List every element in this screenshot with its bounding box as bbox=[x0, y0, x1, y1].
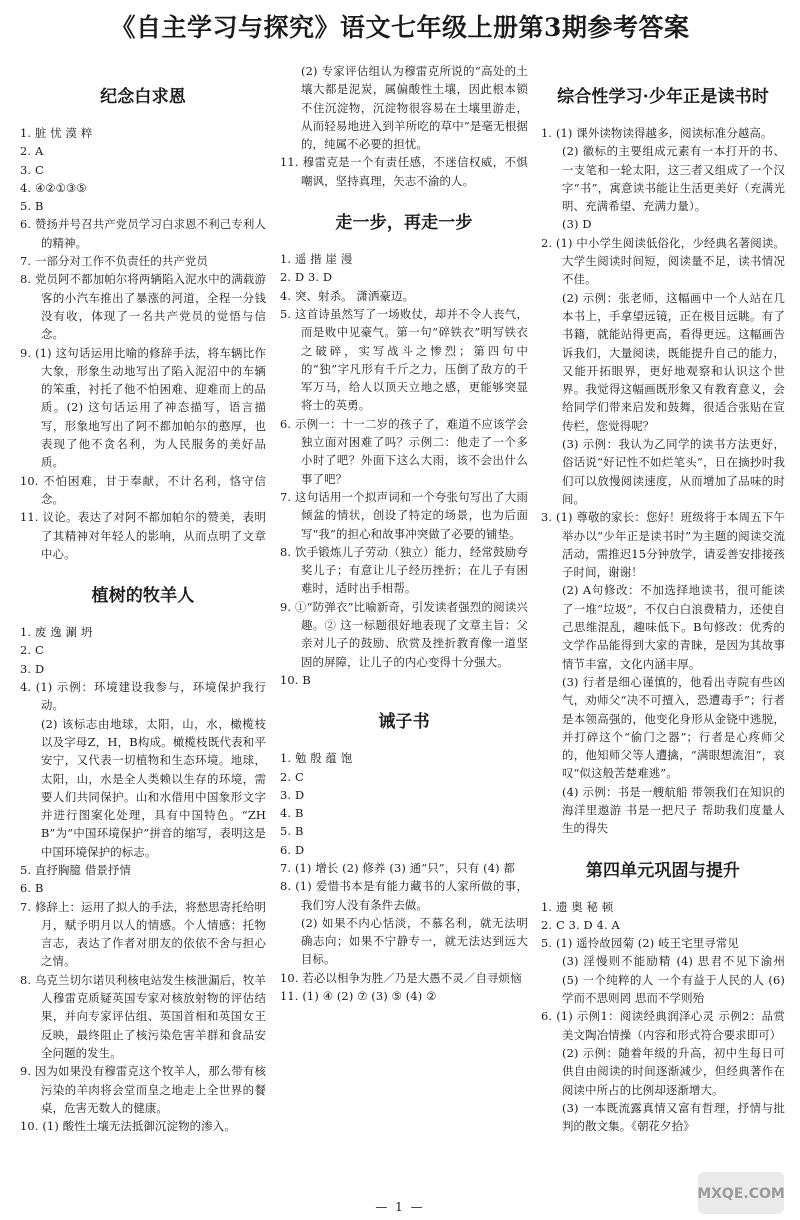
answer-item: 4. ④②①③⑤ bbox=[20, 180, 87, 195]
answer-item: (2) 该标志由地球，太阳，山，水，橄榄枝以及字母Z，H，B构成。橄榄枝既代表和平安宁，又代表一切植物和生态环境。地球，太阳，山，水是全人类赖以生存的环境，需要人们共同保护。山和水借用中国象形文字并进行图案化处理，具有中国特色。“ZHB”为“中国环境保护”拼音的缩写，表明这是中国环境保护的标志。 bbox=[41, 716, 266, 859]
answer-item: 5. B bbox=[20, 199, 44, 214]
answer-list-s1 bbox=[20, 124, 266, 563]
answer-item: 2. D 3. D bbox=[280, 270, 333, 285]
answer-list-s5 bbox=[280, 749, 528, 1005]
answer-item: 4. B bbox=[280, 806, 304, 821]
watermark-logo bbox=[696, 1170, 786, 1216]
answer-item: 4. (1) 示例：环境建设我参与，环境保护我行动。 bbox=[20, 680, 266, 713]
answer-item: 8. 饮手锻炼儿子劳动（独立）能力，经常鼓励夸奖儿子；有意让儿子经历挫折；在儿子有困难时，适时出手相帮。 bbox=[280, 544, 528, 596]
answer-item: 4. 突、射杀。 潇洒豪迈。 bbox=[280, 288, 415, 303]
answer-item: (2) 示例：随着年级的升高，初中生每日可供自由阅读的时间逐渐减少，但经典著作在阅读中所占的比例却逐渐增大。 bbox=[562, 1045, 785, 1097]
answer-item: 3. (1) 尊敬的家长：您好！班级将于本周五下午举办以“少年正是读书时”为主题的阅读交流活动，需推迟15分钟放学，请妥善安排接孩子时间，谢谢！ bbox=[541, 510, 785, 580]
answer-item: 2. C 3. D 4. A bbox=[541, 917, 620, 932]
answer-item: (2) 徽标的主要组成元素有一本打开的书、一支笔和一轮太阳，这三者又组成了一个汉字“书”，寓意读书能让生活更美好（充满光明、充满希望、充满力量）。 bbox=[562, 144, 785, 214]
section-title-s2: 植树的牧羊人 bbox=[91, 586, 195, 607]
answer-item: 7. 一部分对工作不负责任的共产党员 bbox=[20, 254, 209, 269]
answer-item: 10. (1) 酸性土壤无法抵御沉淀物的渗入。 bbox=[20, 1119, 236, 1134]
answer-list-s6 bbox=[541, 124, 785, 838]
answer-list-s3 bbox=[280, 62, 528, 190]
section-title-s5: 诫子书 bbox=[378, 712, 430, 733]
answer-item: (2) A句修改：不加选择地读书，很可能读了一堆“垃圾”，不仅白白浪费精力，还使自己思维混乱，趣味低下。B句修改：优秀的文学作品能得到大家的青睐，是因为其故事情节丰富，文化内涵丰厚。 bbox=[562, 583, 785, 671]
answer-item: 6. 赞扬并号召共产党员学习白求恩不利己专利人的精神。 bbox=[20, 217, 266, 250]
answer-item: 8. 乌克兰切尔诺贝利核电站发生核泄漏后，牧羊人穆雷克质疑英国专家对核放射物的评估结果，并向专家评估组、英国首相和英国女王反映，最终阻止了核污染危害羊群和食品安全问题的发生。 bbox=[20, 972, 266, 1060]
answer-item: 10. 若必以相争为胜／乃是大愚不灵／自寻烦恼 bbox=[280, 970, 522, 985]
answer-item: 5. 直抒胸臆 借景抒情 bbox=[20, 862, 132, 877]
answer-item: 3. C bbox=[20, 162, 44, 177]
answer-item: 11. 穆雷克是一个有责任感，不迷信权威，不惧嘲讽，坚持真理，矢志不渝的人。 bbox=[280, 155, 528, 188]
answer-item: (2) 示例：张老师，这幅画中一个人站在几本书上，手拿望远镜，正在极目远眺。有了书籍，就能站得更高，看得更远。这幅画告诉我们，大量阅读，既能提升自己的能力，又能开拓眼界，更好地观察和认识这个世界。我觉得这幅画既形象又有教育意义，会给同学们带来启发和鼓舞，很适合张贴在宣传栏，您觉得呢？ bbox=[562, 290, 785, 433]
answer-list-s2 bbox=[20, 623, 266, 1135]
answer-item: 9. 因为如果没有穆雷克这个牧羊人，那么带有核污染的羊肉将会堂而皇之地走上全世界的餐桌，危害无数人的健康。 bbox=[20, 1064, 266, 1115]
section-title-s6: 综合性学习·少年正是读书时 bbox=[557, 87, 769, 107]
answer-item: (2) 专家评估组认为穆雷克所说的“高处的土壤大都是泥炭，属偏酸性土壤，因此根本锁不住沉淀物，沉淀物很容易在土壤里游走，从而轻易地进入到羊所吃的草中”是毫无根据的，纯属不必要的担忧。 bbox=[301, 64, 528, 152]
column-middle bbox=[280, 58, 528, 1194]
answer-item: 3. D bbox=[20, 661, 45, 676]
answer-item: 3. D bbox=[280, 787, 305, 802]
answer-list-s7 bbox=[541, 898, 785, 1136]
answer-item: 10. 不怕困难，甘于奉献，不计名利，恪守信念。 bbox=[20, 473, 266, 506]
answer-item: 2. A bbox=[20, 144, 44, 159]
answer-item: 9. (1) 这句话运用比喻的修辞手法，将车辆比作大象，形象生动地写出了陷入泥沼中的车辆的笨重，衬托了他不怕困难、迎难而上的品质。(2) 这句话运用了神态描写，语言描写，形象地写出了阿不都加帕尔的憨厚，也表现了他不贪名利，为人民服务的美好品质。 bbox=[20, 345, 266, 470]
answer-item: 1. 勉 殷 蕴 饱 bbox=[280, 751, 353, 766]
answer-item: 11. (1) ④ (2) ⑦ (3) ⑤ (4) ② bbox=[280, 989, 437, 1004]
answer-item: 7. 这句话用一个拟声词和一个夸张句写出了大雨倾盆的情状，创设了特定的场景，也为后面写“我”的担心和故事冲突做了必要的铺垫。 bbox=[280, 489, 528, 541]
answer-item: 10. B bbox=[280, 672, 311, 687]
page-number: — 1 — bbox=[375, 1200, 425, 1214]
answer-item: 6. B bbox=[20, 881, 44, 896]
answer-item: 6. 示例一：十一二岁的孩子了，难道不应该学会独立面对困难了吗？示例二：他走了一个多小时了吧？外面下这么大雨，该不会出什么事了吧？ bbox=[280, 416, 528, 486]
answer-item: 2. C bbox=[20, 643, 44, 658]
answer-item: 5. 这首诗虽然写了一场败仗，却并不令人丧气，而是败中见豪气。第一句“碎铁衣”明写铁衣之破碎，实写战斗之惨烈；第四句中的“独”字凡形有千斤之力，压倒了敌方的千军万马，给人以顶天立地之感，更能够突显将士的英勇。 bbox=[280, 306, 528, 413]
answer-item: 5. B bbox=[280, 824, 304, 839]
answer-item: (4) 示例：书是一艘航船 带领我们在知识的海洋里遨游 书是一把尺子 帮助我们度量人生的得失 bbox=[562, 784, 785, 836]
answer-item: 1. 脏 忧 漠 粹 bbox=[20, 126, 93, 140]
answer-item: (3) 一本既流露真情又富有哲理，抒情与批判的散文集。《朝花夕拾》 bbox=[562, 1100, 785, 1134]
answer-item: 1. 废 逸 涮 坍 bbox=[20, 625, 93, 640]
answer-item: (3) 示例：我认为乙同学的读书方法更好，俗话说“好记性不如烂笔头”，日在摘抄时我们可以放慢阅读速度，从而增加了品味的时间。 bbox=[562, 437, 785, 506]
answer-item: 6. D bbox=[280, 842, 305, 857]
column-left bbox=[20, 58, 266, 1194]
column-right bbox=[541, 58, 785, 1194]
answer-item: 7. (1) 增长 (2) 修养 (3) 通“只”，只有 (4) 都 bbox=[280, 860, 516, 875]
answer-item: 11. 议论。表达了对阿不都加帕尔的赞美，表明了其精神对年轻人的影响，从而点明了文章中心。 bbox=[20, 510, 266, 561]
watermark-text: MXQE.COM bbox=[697, 1186, 785, 1202]
answer-item: 8. (1) 爱惜书本是有能力藏书的人家所做的事，我们穷人没有条件去做。 bbox=[280, 879, 528, 912]
answer-item: (3) 行者是细心谨慎的，他看出寺院有些凶气，劝师父“决不可擅入，恐遭毒手”；行者是本领高强的，他变化身形从金铙中逃脱，并打碎这个“偷门之器”；行者是心疼师父的，他知师父等人遭擒，“满眼想流泪”，哀叹“似这般苦楚难逃”。 bbox=[562, 674, 785, 781]
answer-list-s4 bbox=[280, 250, 528, 689]
answer-item: 5. (1) 遥怜故园菊 (2) 岐王宅里寻常见 bbox=[541, 936, 739, 951]
answer-item: 2. (1) 中小学生阅读低俗化，少经典名著阅读。大学生阅读时间短，阅读量不足，读书情况不佳。 bbox=[541, 235, 785, 287]
answer-item: 1. 遥 揩 崖 漫 bbox=[280, 252, 353, 267]
answer-item: (3) 淫慢则不能励精 (4) 思君不见下渝州 (5) 一个纯粹的人 一个有益于人民的人 (6) 学而不思则罔 思而不学则殆 bbox=[562, 954, 785, 1006]
answer-item: 6. (1) 示例1：阅读经典润泽心灵 示例2：品赏美文陶冶情操（内容和形式符合要求即可） bbox=[541, 1009, 785, 1042]
answer-item: (2) 如果不内心恬淡，不慕名利，就无法明确志向；如果不宁静专一，就无法达到远大目标。 bbox=[301, 915, 528, 967]
answer-item: 7. 修辞上：运用了拟人的手法，将愁思寄托给明月，赋予明月以人的情感。个人情感：托物言志，表达了作者对朋友的依依不舍与担心之情。 bbox=[20, 899, 266, 969]
page-title: 《自主学习与探究》语文七年级上册第3期参考答案 bbox=[110, 13, 690, 42]
answer-item: 1. 遗 奥 秘 顿 bbox=[541, 899, 614, 914]
answer-item: 9. ①“防弹衣”比喻新奇，引发读者强烈的阅读兴趣。② 这一标题很好地表现了文章主旨：父亲对儿子的鼓励、欣赏及挫折教育像一道坚固的屏障，让儿子的内心变得十分强大。 bbox=[280, 599, 528, 669]
section-title-s4: 走一步，再走一步 bbox=[335, 213, 473, 234]
section-title-s7: 第四单元巩固与提升 bbox=[585, 860, 741, 881]
answer-item: (3) D bbox=[562, 217, 592, 232]
answer-item: 8. 党员阿不都加帕尔将两辆陷入泥水中的满载游客的小汽车推出了暴涨的河道，全程一分钱没有收，体现了一名共产党员的觉悟与信念。 bbox=[20, 272, 266, 342]
section-title-s1: 纪念白求恩 bbox=[100, 87, 186, 107]
answer-item: 1. (1) 课外读物读得越多，阅读标准分越高。 bbox=[541, 126, 773, 140]
answer-item: 2. C bbox=[280, 769, 304, 784]
